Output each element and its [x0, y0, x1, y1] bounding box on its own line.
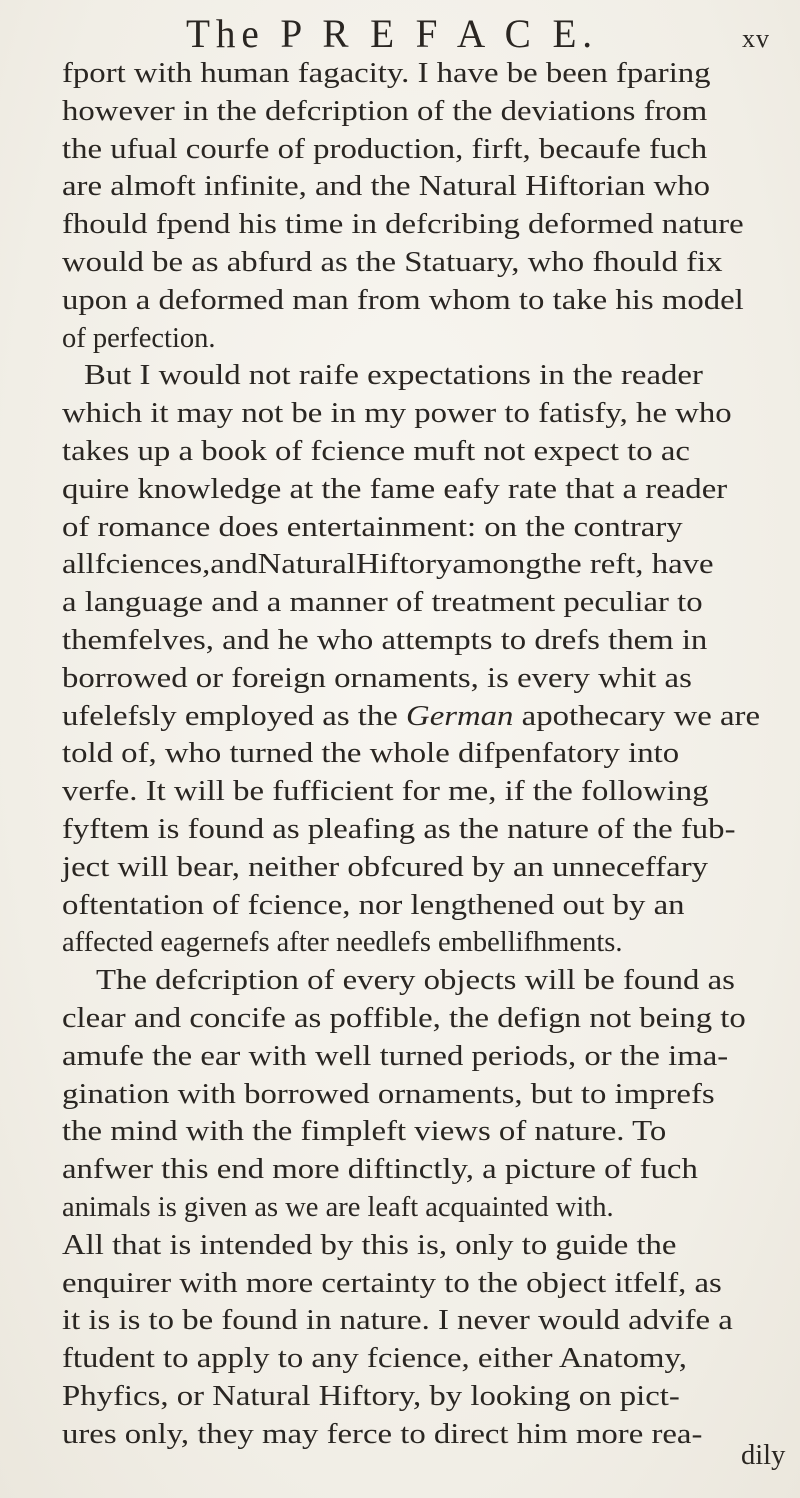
text-line [0, 814, 800, 848]
text-line-content: allfciences,andNaturalHiftoryamongthe reft, have [62, 549, 714, 581]
text-line-content: ures only, they may ferce to direct him more rea- [62, 1418, 703, 1450]
text-line-content: told of, who turned the whole difpenfatory into [62, 738, 680, 770]
text-line [0, 1419, 800, 1453]
text-line-content: the ufual courfe of production, firft, becaufe fuch [62, 133, 708, 165]
text-line-content: Phyfics, or Natural Hiftory, by looking on pict- [62, 1381, 680, 1412]
text-line [0, 1116, 800, 1150]
text-line [0, 1079, 800, 1113]
text-line-content: But I would not raife expectations in the reader [84, 360, 703, 392]
text-line-content: the mind with the fimpleft views of nature. To [62, 1116, 667, 1148]
text-line-content: animals is given as we are leaft acquainted with. [62, 1192, 614, 1223]
text-line-content: which it may not be in my power to fatisfy, he who [62, 398, 732, 430]
text-line [0, 965, 800, 999]
text-run: ufelefsly employed as the [62, 700, 407, 732]
text-line [0, 209, 800, 243]
text-line-content: borrowed or foreign ornaments, is every whit as [62, 662, 692, 694]
text-line [0, 58, 800, 92]
text-line-content: a language and a manner of treatment peculiar to [62, 587, 703, 619]
text-line [0, 247, 800, 281]
text-line [0, 1381, 800, 1415]
text-line-content: oftentation of fcience, nor lengthened out by an [62, 889, 685, 921]
running-title: The P R E F A C E. [186, 11, 599, 56]
text-line-content: enquirer with more certainty to the object itfelf, as [62, 1267, 722, 1299]
text-line-content: themfelves, and he who attempts to drefs them in [62, 625, 708, 656]
text-line-content: ject will bear, neither obfcured by an unneceffary [62, 851, 708, 883]
text-line [0, 1192, 800, 1226]
text-line [0, 1305, 800, 1339]
text-line-content: it is is to be found in nature. I never would advife a [62, 1305, 733, 1337]
text-line-content: The defcription of every objects will be found as [96, 965, 735, 997]
text-line [0, 398, 800, 432]
text-line-content: ftudent to apply to any fcience, either Anatomy, [62, 1343, 687, 1375]
page-number: xv [742, 24, 770, 53]
text-line [0, 890, 800, 924]
text-line-content: takes up a book of fcience muft not expect to ac [62, 436, 690, 467]
text-line-content [62, 701, 760, 733]
text-line [0, 738, 800, 772]
italic-word: German [406, 700, 514, 732]
text-line-content: All that is intended by this is, only to guide the [62, 1229, 677, 1261]
text-line-content: anfwer this end more diftinctly, a picture of fuch [62, 1154, 698, 1186]
catchword: dily [741, 1440, 786, 1471]
text-line [0, 323, 800, 357]
text-line [0, 512, 800, 546]
text-line-content: of perfection. [62, 322, 216, 354]
text-line [0, 625, 800, 659]
text-line-content: verfe. It will be fufficient for me, if the following [62, 776, 709, 808]
text-line-content: are almoft infinite, and the Natural Hiftorian who [62, 171, 711, 203]
text-line [0, 549, 800, 583]
running-head [0, 10, 800, 54]
text-line [0, 1343, 800, 1377]
text-line [0, 927, 800, 961]
text-line-content: clear and concife as poffible, the defign not being to [62, 1003, 746, 1034]
text-line [0, 701, 800, 735]
text-line-content: would be as abfurd as the Statuary, who fhould fix [62, 247, 723, 278]
text-line [0, 96, 800, 130]
text-line [0, 1041, 800, 1075]
text-line [0, 436, 800, 470]
text-line-content: amufe the ear with well turned periods, or the ima- [62, 1040, 729, 1072]
text-line [0, 776, 800, 810]
text-line-content: affected eagernefs after needlefs embellifhments. [62, 927, 623, 959]
text-line-content: fyftem is found as pleafing as the nature of the fub- [62, 814, 736, 845]
text-line [0, 134, 800, 168]
text-line [0, 360, 800, 394]
text-line [0, 171, 800, 205]
text-line-content: upon a deformed man from whom to take his model [62, 284, 744, 316]
text-line-content: fhould fpend his time in defcribing deformed nature [62, 209, 744, 241]
text-run: apothecary we are [513, 700, 761, 732]
text-line [0, 474, 800, 508]
text-line-content: fport with human fagacity. I have be been fparing [62, 58, 711, 89]
text-line-content: quire knowledge at the fame eafy rate that a reader [62, 473, 728, 505]
text-line [0, 1154, 800, 1188]
text-line [0, 1268, 800, 1302]
text-line [0, 285, 800, 319]
text-line [0, 663, 800, 697]
text-line [0, 852, 800, 886]
text-line [0, 1003, 800, 1037]
text-line-content: of romance does entertainment: on the contrary [62, 511, 683, 543]
text-line [0, 587, 800, 621]
text-line-content: gination with borrowed ornaments, but to imprefs [62, 1078, 715, 1110]
text-line [0, 1230, 800, 1264]
text-line-content: however in the defcription of the deviations from [62, 95, 708, 127]
